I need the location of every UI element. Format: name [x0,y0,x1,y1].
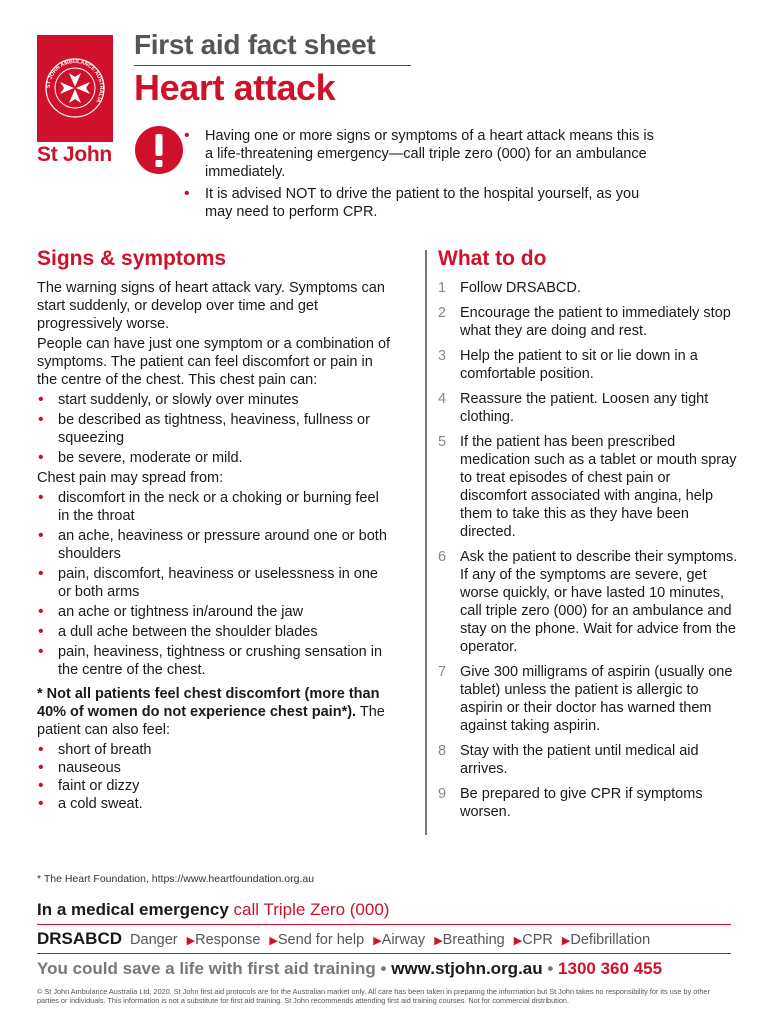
signs-section [37,246,392,815]
step-number: 7 [438,664,447,680]
alert-list [184,127,654,225]
spread-list [37,489,392,679]
step-number: 2 [438,305,447,321]
step-item [438,304,738,340]
separator: • [542,959,559,978]
website-link[interactable]: www.stjohn.org.au [391,959,543,978]
logo-ring-text: ST JOHN AMBULANCE AUSTRALIA [45,58,105,104]
also-feel-list [37,741,392,813]
chest-discomfort-note [37,685,392,739]
step-number: 8 [438,743,447,759]
logo-emblem [37,35,113,142]
footer-rule [37,953,731,954]
step-text: Stay with the patient until medical aid arrives. [460,743,699,777]
alert-item: • It is advised NOT to drive the patient to the hospital yourself, as you may need to perform CPR. [184,185,654,221]
arrow-right-icon: ▶ [434,935,443,947]
list-item: • a cold sweat. [37,795,392,813]
list-item: • be described as tightness, heaviness, fullness or squeezing [37,411,392,447]
step-item [438,663,738,735]
arrow-right-icon: ▶ [269,935,278,947]
alert-item: • Having one or more signs or symptoms of a heart attack means this is a life-threatening emergency—call triple zero (000) for an ambulance immediately. [184,127,654,181]
list-item: • start suddenly, or slowly over minutes [37,391,392,409]
step-item [438,785,738,821]
list-item: • faint or dizzy [37,777,392,795]
step-text: If the patient has been prescribed medication such as a tablet or mouth spray to treat episodes of chest pain or discomfort associated with angina, help them to take this as they have been directed. [460,434,737,540]
drsabcd-step: CPR [522,932,553,948]
arrow-right-icon: ▶ [186,935,196,947]
step-text: Give 300 milligrams of aspirin (usually one tablet) unless the patient is allergic to aspirin or their doctor has warned them against taking aspirin. [460,664,733,734]
drsabcd-step: Breathing [442,932,505,948]
emergency-call: call Triple Zero (000) [233,900,390,919]
step-text: Be prepared to give CPR if symptoms worsen. [460,786,703,820]
list-item: • be severe, moderate or mild. [37,449,392,467]
step-item [438,347,738,383]
drsabcd-step: Defibrillation [570,932,651,948]
step-text: Encourage the patient to immediately stop what they are doing and rest. [460,305,731,339]
logo-wordmark: St John [37,143,112,166]
st-john-logo [37,35,115,167]
drsabcd-step: Airway [381,932,426,948]
drsabcd-step: Response [195,932,261,948]
step-item [438,433,738,541]
step-number: 5 [438,434,447,450]
footer-rule [37,924,731,925]
sheet-type: First aid fact sheet [134,29,376,60]
step-number: 6 [438,549,447,565]
signs-heading: Signs & symptoms [37,247,227,270]
drsabcd-label: DRSABCD [37,929,122,948]
list-item: • a dull ache between the shoulder blades [37,623,392,641]
step-text: Follow DRSABCD. [460,280,581,296]
list-item: • discomfort in the neck or a choking or burning feel in the throat [37,489,392,525]
list-item: • pain, discomfort, heaviness or uselessness in one or both arms [37,565,392,601]
step-number: 9 [438,786,447,802]
list-item: • short of breath [37,741,392,759]
separator: • [375,959,392,978]
copyright-notice: © St John Ambulance Australia Ltd, 2020. St John first aid protocols are for the Australian market only. All care has been taken in preparing the information but St John takes no responsibility for its use by other parties or individuals. This information is not a substitute for first aid training. St John recommends attending first aid training courses. Not for commercial distribution. [37,987,710,1005]
step-number: 1 [438,280,447,296]
phone-number[interactable]: 1300 360 455 [558,959,663,978]
title-block [134,28,411,110]
exclamation-icon [134,125,184,175]
list-item: • pain, heaviness, tightness or crushing sensation in the centre of the chest. [37,643,392,679]
drsabcd-line [37,929,731,951]
spread-intro: Chest pain may spread from: [37,470,224,486]
step-text: Reassure the patient. Loosen any tight clothing. [460,391,709,425]
step-item [438,548,738,656]
step-item [438,279,738,297]
step-item [438,390,738,426]
arrow-right-icon: ▶ [561,935,571,947]
list-item: • an ache, heaviness or pressure around one or both shoulders [37,527,392,563]
note-rest: The patient can also feel: [37,704,385,738]
step-number: 4 [438,391,447,407]
drsabcd-step: Danger [130,932,178,948]
step-item [438,742,738,778]
signs-intro-2: People can have just one symptom or a combination of symptoms. The patient can feel discomfort or pain in the centre of the chest. This chest pain can: [37,336,391,388]
step-text: Help the patient to sit or lie down in a comfortable position. [460,348,698,382]
steps-list [438,279,738,821]
maltese-cross-icon [37,35,113,142]
footnote: * The Heart Foundation, https://www.heartfoundation.org.au [37,873,315,885]
column-divider [425,250,427,835]
what-to-do-section [438,246,738,828]
note-bold: * Not all patients feel chest discomfort (more than 40% of women do not experience chest pain*). [37,686,380,720]
signs-intro: The warning signs of heart attack vary. Symptoms can start suddenly, or develop over time and get progressively worse. [37,280,385,332]
chest-pain-list [37,391,392,467]
page-title: Heart attack [134,67,336,108]
arrow-right-icon: ▶ [373,935,382,947]
emergency-banner [37,899,731,921]
step-text: Ask the patient to describe their symptoms. If any of the symptoms are severe, get worse quickly, or have lasted 10 minutes, call triple zero (000) for an ambulance and stay on the phone. Wait for advice from the operator. [460,549,738,655]
list-item: • an ache or tightness in/around the jaw [37,603,392,621]
drsabcd-step: Send for help [277,932,365,948]
emergency-lead: In a medical emergency [37,900,234,919]
arrow-right-icon: ▶ [513,935,523,947]
training-text: You could save a life with first aid training [37,959,376,978]
step-number: 3 [438,348,447,364]
list-item: • nauseous [37,759,392,777]
what-to-do-heading: What to do [438,247,547,270]
training-line [37,958,731,980]
